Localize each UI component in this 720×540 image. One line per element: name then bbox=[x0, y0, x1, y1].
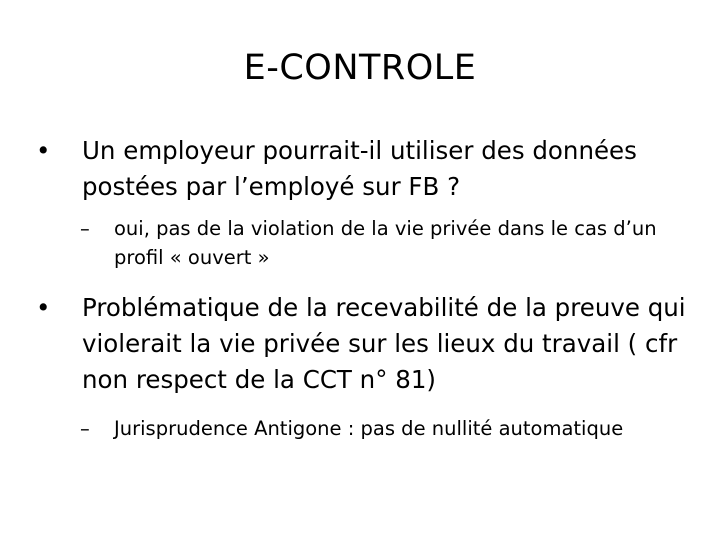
sub-bullet-text: oui, pas de la violation de la vie privée dans le cas d’un profil « ouvert » bbox=[114, 217, 657, 269]
bullet-marker: • bbox=[36, 293, 51, 322]
slide-title: E-CONTROLE bbox=[243, 48, 477, 88]
bullet-text: Problématique de la recevabilité de la preuve qui violerait la vie privée sur les lieux du travail ( cfr non respect de la CCT n° 81) bbox=[82, 293, 686, 394]
sub-bullet-text: Jurisprudence Antigone : pas de nullité automatique bbox=[114, 417, 624, 440]
sub-bullet-item bbox=[80, 414, 690, 443]
sub-bullet-item bbox=[80, 214, 690, 272]
bullet-item bbox=[36, 133, 696, 205]
bullet-item bbox=[36, 290, 696, 398]
dash-marker: – bbox=[80, 417, 90, 440]
bullet-text: Un employeur pourrait-il utiliser des données postées par l’employé sur FB ? bbox=[82, 136, 637, 201]
dash-marker: – bbox=[80, 217, 90, 240]
bullet-marker: • bbox=[36, 136, 51, 165]
